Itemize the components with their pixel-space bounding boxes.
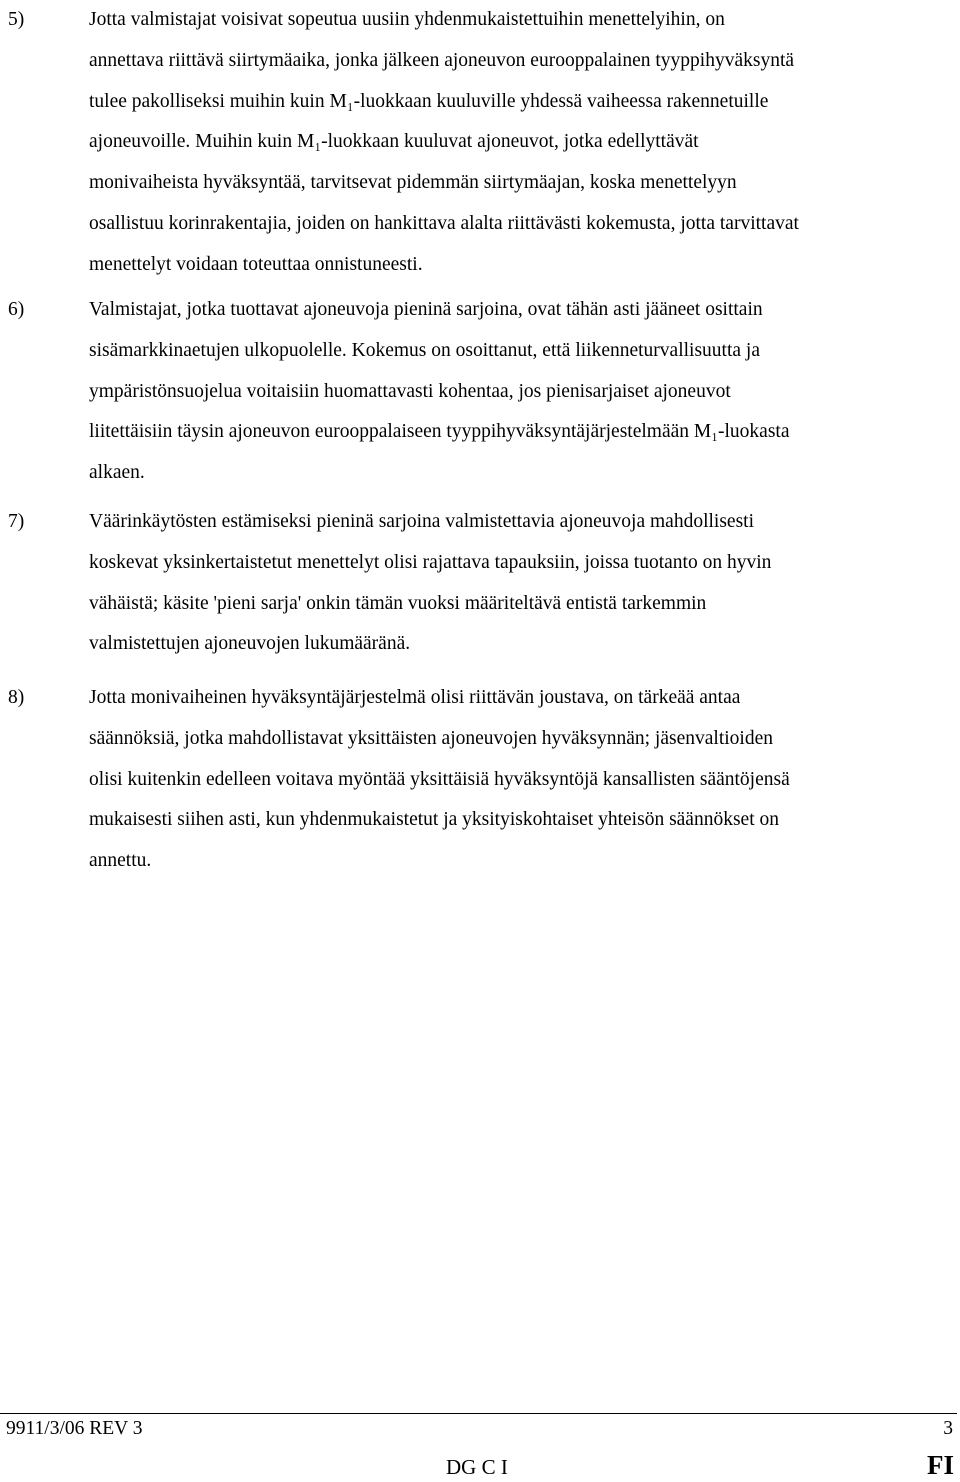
- directorate-code: DG C I: [446, 1455, 508, 1479]
- text-line: osallistuu korinrakentajia, joiden on hankittava alalta riittävästi kokemusta, jotta tarvittavat: [89, 212, 799, 234]
- text-line: alkaen.: [89, 462, 145, 484]
- paragraph-text: [89, 290, 955, 494]
- text-line: annettava riittävä siirtymäaika, jonka jälkeen ajoneuvon eurooppalainen tyyppihyväksyntä: [89, 49, 795, 71]
- text-line: säännöksiä, jotka mahdollistavat yksittäisten ajoneuvojen hyväksynnän; jäsenvaltioiden: [89, 727, 773, 749]
- footer-divider: [0, 1413, 957, 1414]
- paragraph-text: [89, 502, 955, 665]
- text-line: olisi kuitenkin edelleen voitava myöntää yksittäisiä hyväksyntöjä kansallisten sääntöjensä: [89, 768, 790, 790]
- text-line: ympäristönsuojelua voitaisiin huomattavasti kohentaa, jos pienisarjaiset ajoneuvot: [89, 380, 731, 402]
- text-line: Jotta monivaiheinen hyväksyntäjärjestelmä olisi riittävän joustava, on tärkeää antaa: [89, 687, 741, 708]
- paragraph-6: [0, 290, 960, 494]
- text-line: Valmistajat, jotka tuottavat ajoneuvoja pieninä sarjoina, ovat tähän asti jääneet osittain: [89, 299, 763, 320]
- text-line: Jotta valmistajat voisivat sopeutua uusiin yhdenmukaistettuihin menettelyihin, on: [89, 9, 725, 30]
- paragraph-number: 8): [8, 687, 25, 708]
- text-line: vähäistä; käsite 'pieni sarja' onkin tämän vuoksi määriteltävä entistä tarkemmin: [89, 592, 707, 614]
- page-number: 3: [943, 1418, 953, 1439]
- text-line: sisämarkkinaetujen ulkopuolelle. Kokemus on osoittanut, että liikenneturvallisuutta ja: [89, 339, 760, 361]
- text-line: monivaiheista hyväksyntää, tarvitsevat pidemmän siirtymäajan, koska menettelyyn: [89, 172, 737, 194]
- text-line: liitettäisiin täysin ajoneuvon eurooppalaiseen tyyppihyväksyntäjärjestelmään M₁-luokasta: [89, 421, 790, 443]
- text-line: mukaisesti siihen asti, kun yhdenmukaistetut ja yksityiskohtaiset yhteisön säännökset on: [89, 809, 780, 831]
- text-line: koskevat yksinkertaistetut menettelyt olisi rajattava tapauksiin, joissa tuotanto on hyvin: [89, 551, 772, 573]
- text-line: tulee pakolliseksi muihin kuin M₁-luokkaan kuuluville yhdessä vaiheessa rakennetuille: [89, 90, 769, 112]
- paragraph-number: 7): [8, 511, 25, 532]
- paragraph-8: [0, 678, 960, 882]
- language-code: FI: [927, 1450, 954, 1480]
- text-line: Väärinkäytösten estämiseksi pieninä sarjoina valmistettavia ajoneuvoja mahdollisesti: [89, 511, 754, 532]
- text-line: annettu.: [89, 850, 152, 872]
- document-reference: 9911/3/06 REV 3: [6, 1418, 143, 1439]
- paragraph-7: [0, 502, 960, 665]
- paragraph-text: [89, 0, 955, 286]
- text-line: ajoneuvoille. Muihin kuin M₁-luokkaan kuuluvat ajoneuvot, jotka edellyttävät: [89, 131, 699, 153]
- text-line: menettelyt voidaan toteuttaa onnistuneesti.: [89, 253, 423, 275]
- paragraph-number: 5): [8, 9, 25, 30]
- paragraph-5: [0, 0, 960, 286]
- paragraph-text: [89, 678, 955, 882]
- paragraph-number: 6): [8, 299, 25, 320]
- text-line: valmistettujen ajoneuvojen lukumääränä.: [89, 633, 411, 655]
